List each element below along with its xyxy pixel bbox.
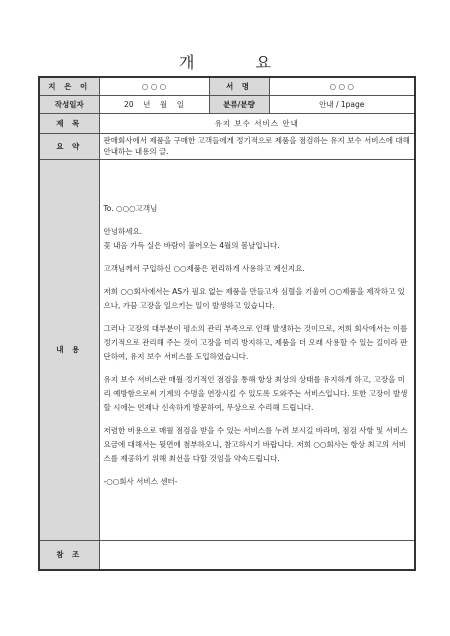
reference-value [99,540,415,570]
book-title-value: ○ ○ ○ [269,77,415,95]
overview-table [38,76,416,571]
page-title: 개 요 [179,53,299,72]
content-paragraph-3: 저희 ○○회사에서는 AS가 필요 없는 제품을 만들고자 심혈을 기울여 ○○제품을 제작하고 있으나, 가끔 고장을 일으키는 일이 발생하고 있습니다. [103,286,405,310]
reference-label: 참 조 [39,540,99,570]
summary-value: 판매회사에서 제품을 구매한 고객들에게 정기적으로 제품을 점검하는 유지 보수 서비스에 대해 안내하는 내용의 글. [99,133,415,159]
date-value: 20 년 월 일 [99,95,209,113]
category-value: 안내 / 1page [269,95,415,113]
content-paragraph-1: 안녕하세요. 꽃 내음 가득 실은 바람이 불어오는 4월의 봄날입니다. [103,226,280,250]
subject-value: 유지 보수 서비스 안내 [99,113,415,133]
content-paragraph-4: 그러나 고장의 대부분이 평소의 관리 부족으로 인해 발생하는 것이므로, 저희 회사에서는 이를 정기적으로 관리해 주는 것이 고장을 미리 방지하고, 제품을 더 오래 사용할 수 있는 길이라 판단하여, 유지 보수 서비스를 도입하였습니다. [103,323,408,361]
content-body [99,159,415,540]
content-paragraph-5: 유지 보수 서비스란 매월 정기적인 점검을 통해 항상 최상의 상태를 유지하게 하고, 고장을 미리 예방함으로써 기계의 수명을 연장시킬 수 있도록 도와주는 서비스입니다. 또한 고장이 발생할 시에는 언제나 신속하게 방문하여, 무상으로 수리해 드립니다. [103,374,408,412]
content-greeting: To. ○○○고객님 [103,203,158,213]
book-title-label: 서 명 [209,77,269,95]
content-paragraph-6: 저렴한 비용으로 매월 점검을 받을 수 있는 서비스를 누려 보시길 바라며, 점검 사항 및 서비스 요금에 대해서는 뒷면에 첨부하오니, 참고하시기 바랍니다. 저희 ○○회사는 항상 최고의 서비스를 제공하기 위해 최선을 다할 것임을 약속드립니다. [103,425,408,463]
content-signature: -○○회사 서비스 센터- [103,476,178,486]
category-label: 분류/분량 [209,95,269,113]
content-label: 내 용 [39,159,99,540]
summary-label: 요 약 [39,133,99,159]
author-label: 지 은 이 [39,77,99,95]
content-paragraph-2: 고객님께서 구입하신 ○○제품은 편리하게 사용하고 계신지요. [103,263,305,273]
subject-label: 제 목 [39,113,99,133]
author-value: ○ ○ ○ [99,77,209,95]
date-label: 작성일자 [39,95,99,113]
